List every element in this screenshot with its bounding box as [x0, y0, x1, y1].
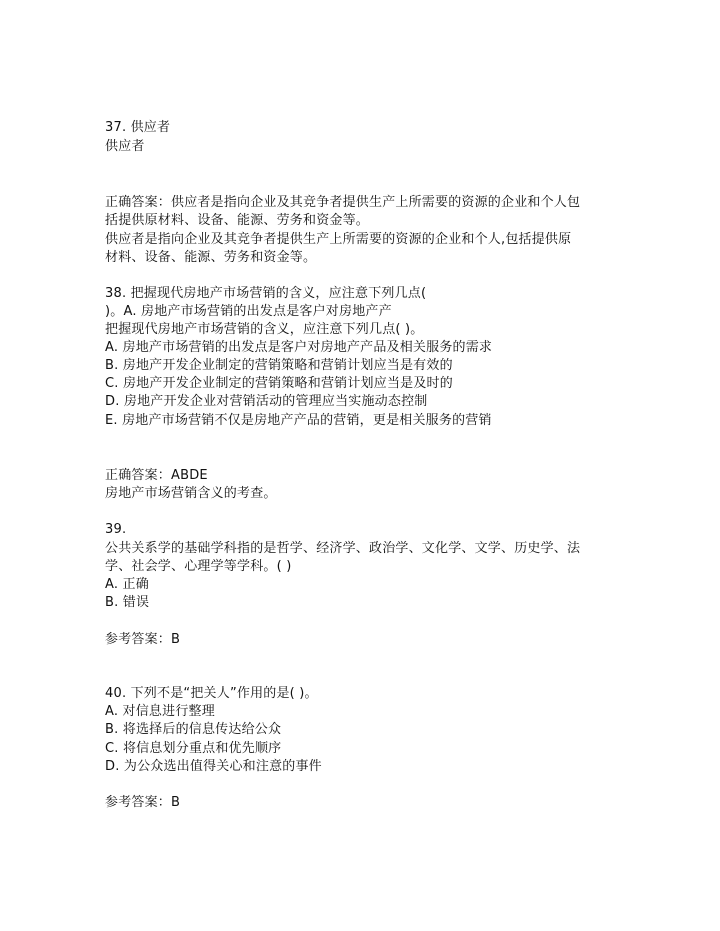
question-37-explanation: 供应者是指向企业及其竞争者提供生产上所需要的资源的企业和个人,包括提供原 [105, 232, 572, 247]
question-38-text: 把握现代房地产市场营销的含义，应注意下列几点( )。 [105, 322, 424, 337]
question-37-title: 37. 供应者 [105, 120, 171, 135]
question-38-option-b: B. 房地产开发企业制定的营销策略和营销计划应当是有效的 [105, 358, 453, 373]
question-39-number: 39. [105, 522, 127, 537]
question-40-option-a: A. 对信息进行整理 [105, 704, 215, 719]
question-39-option-a: A. 正确 [105, 577, 149, 592]
question-37-explanation-cont: 材料、设备、能源、劳务和资金等。 [105, 250, 317, 265]
question-37-answer-cont: 括提供原材料、设备、能源、劳务和资金等。 [105, 213, 370, 228]
question-38-option-c: C. 房地产开发企业制定的营销策略和营销计划应当是及时的 [105, 376, 453, 391]
question-38-title: 38. 把握现代房地产市场营销的含义，应注意下列几点( [105, 286, 427, 301]
question-39-text: 公共关系学的基础学科指的是哲学、经济学、政治学、文化学、文学、历史学、法 [105, 541, 581, 556]
question-40-option-c: C. 将信息划分重点和优先顺序 [105, 741, 282, 756]
question-37-text: 供应者 [105, 139, 145, 154]
question-40-option-d: D. 为公众选出值得关心和注意的事件 [105, 759, 322, 774]
question-38-explanation: 房地产市场营销含义的考查。 [105, 486, 277, 501]
question-38-option-e: E. 房地产市场营销不仅是房地产产品的营销，更是相关服务的营销 [105, 413, 492, 428]
question-40-answer: 参考答案：B [105, 795, 181, 810]
question-38-option-a: A. 房地产市场营销的出发点是客户对房地产产品及相关服务的需求 [105, 340, 493, 355]
question-38-answer: 正确答案：ABDE [105, 468, 208, 483]
question-39-text-cont: 学、社会学、心理学等学科。( ) [105, 559, 292, 574]
question-38-title-cont: )。A. 房地产市场营销的出发点是客户对房地产产 [105, 304, 392, 319]
question-39-option-b: B. 错误 [105, 595, 150, 610]
question-39-answer: 参考答案：B [105, 632, 181, 647]
question-38-option-d: D. 房地产开发企业对营销活动的管理应当实施动态控制 [105, 394, 428, 409]
question-40-title: 40. 下列不是“把关人”作用的是( )。 [105, 686, 318, 701]
question-40-option-b: B. 将选择后的信息传达给公众 [105, 722, 282, 737]
question-37-answer: 正确答案：供应者是指向企业及其竞争者提供生产上所需要的资源的企业和个人包 [105, 195, 581, 210]
